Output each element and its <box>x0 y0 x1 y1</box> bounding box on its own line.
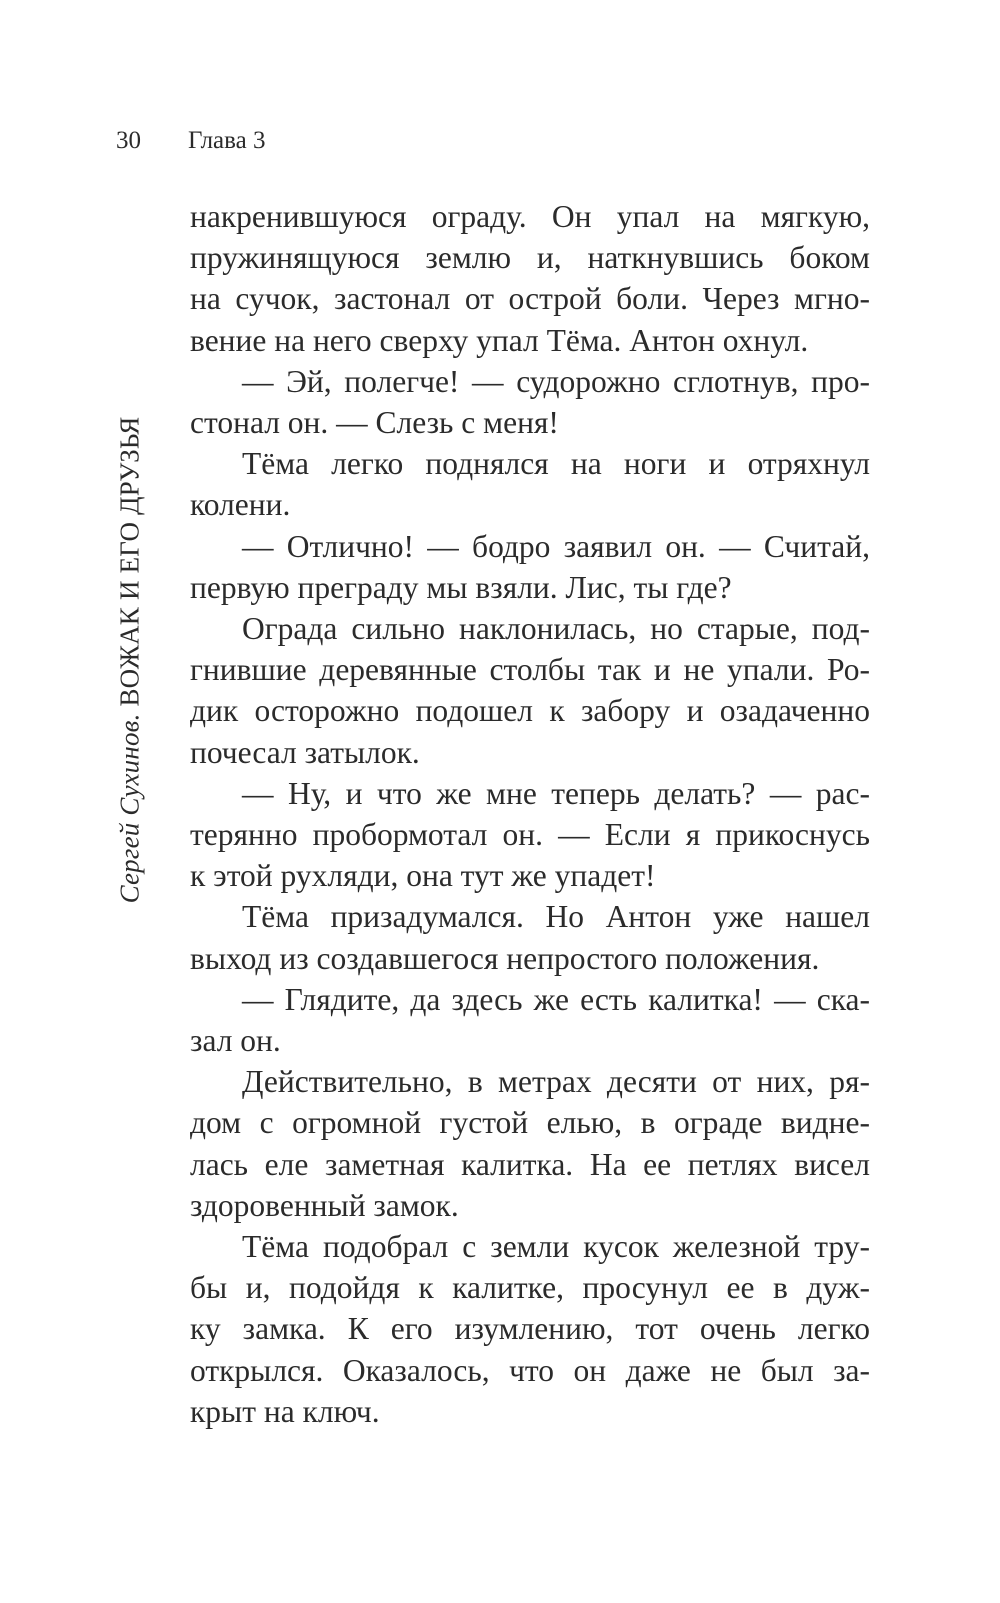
text-line: открылся. Оказалось, что он даже не был за- <box>190 1352 870 1388</box>
text-line: Ограда сильно наклонилась, но старые, под- <box>242 611 870 647</box>
chapter-title: Глава 3 <box>188 127 266 154</box>
text-line: Тёма подобрал с земли кусок железной тру- <box>242 1229 870 1265</box>
text-line: терянно пробормотал он. — Если я прикоснусь <box>190 817 870 853</box>
text-line: выход из создавшегося непростого положения. <box>190 940 820 976</box>
text-line: пружинящуюся землю и, наткнувшись боком <box>190 240 870 276</box>
text-line: крыт на ключ. <box>190 1393 380 1429</box>
book-title: ВОЖАК И ЕГО ДРУЗЬЯ <box>114 416 145 707</box>
text-line: — Ну, и что же мне теперь делать? — рас- <box>242 775 870 811</box>
text-line: лась еле заметная калитка. На ее петлях висел <box>190 1146 870 1182</box>
running-header <box>116 128 265 153</box>
text-line: бы и, подойдя к калитке, просунул ее в дуж- <box>190 1270 870 1306</box>
text-line: дик осторожно подошел к забору и озадаченно <box>190 693 870 729</box>
text-line: — Отлично! — бодро заявил он. — Считай, <box>242 528 870 564</box>
text-line: на сучок, застонал от острой боли. Через мгно- <box>190 281 870 317</box>
text-line: Тёма призадумался. Но Антон уже нашел <box>242 899 870 935</box>
text-line: Тёма легко поднялся на ноги и отряхнул <box>242 446 870 482</box>
text-line: почесал затылок. <box>190 734 420 770</box>
text-line: дом с огромной густой елью, в ограде видне- <box>190 1105 870 1141</box>
text-line: зал он. <box>190 1023 281 1059</box>
text-line: стонал он. — Слезь с меня! <box>190 405 559 441</box>
text-line: вение на него сверху упал Тёма. Антон охнул. <box>190 322 809 358</box>
text-line: первую преграду мы взяли. Лис, ты где? <box>190 569 732 605</box>
text-line: ку замка. К его изумлению, тот очень легко <box>190 1311 870 1347</box>
text-line: Действительно, в метрах десяти от них, ря- <box>242 1064 870 1100</box>
text-line: здоровенный замок. <box>190 1187 459 1223</box>
text-line: накренившуюся ограду. Он упал на мягкую, <box>190 199 870 234</box>
text-line: гнившие деревянные столбы так и не упали. Ро- <box>190 652 870 688</box>
page-number: 30 <box>116 127 141 154</box>
text-line: — Глядите, да здесь же есть калитка! — ска- <box>242 981 870 1017</box>
author-name: Сергей Сухинов. <box>114 713 145 904</box>
body-text <box>190 196 870 1432</box>
text-line: колени. <box>190 487 291 523</box>
text-line: — Эй, полегче! — судорожно сглотнув, про- <box>242 363 870 399</box>
text-line: к этой рухляди, она тут же упадет! <box>190 858 656 894</box>
